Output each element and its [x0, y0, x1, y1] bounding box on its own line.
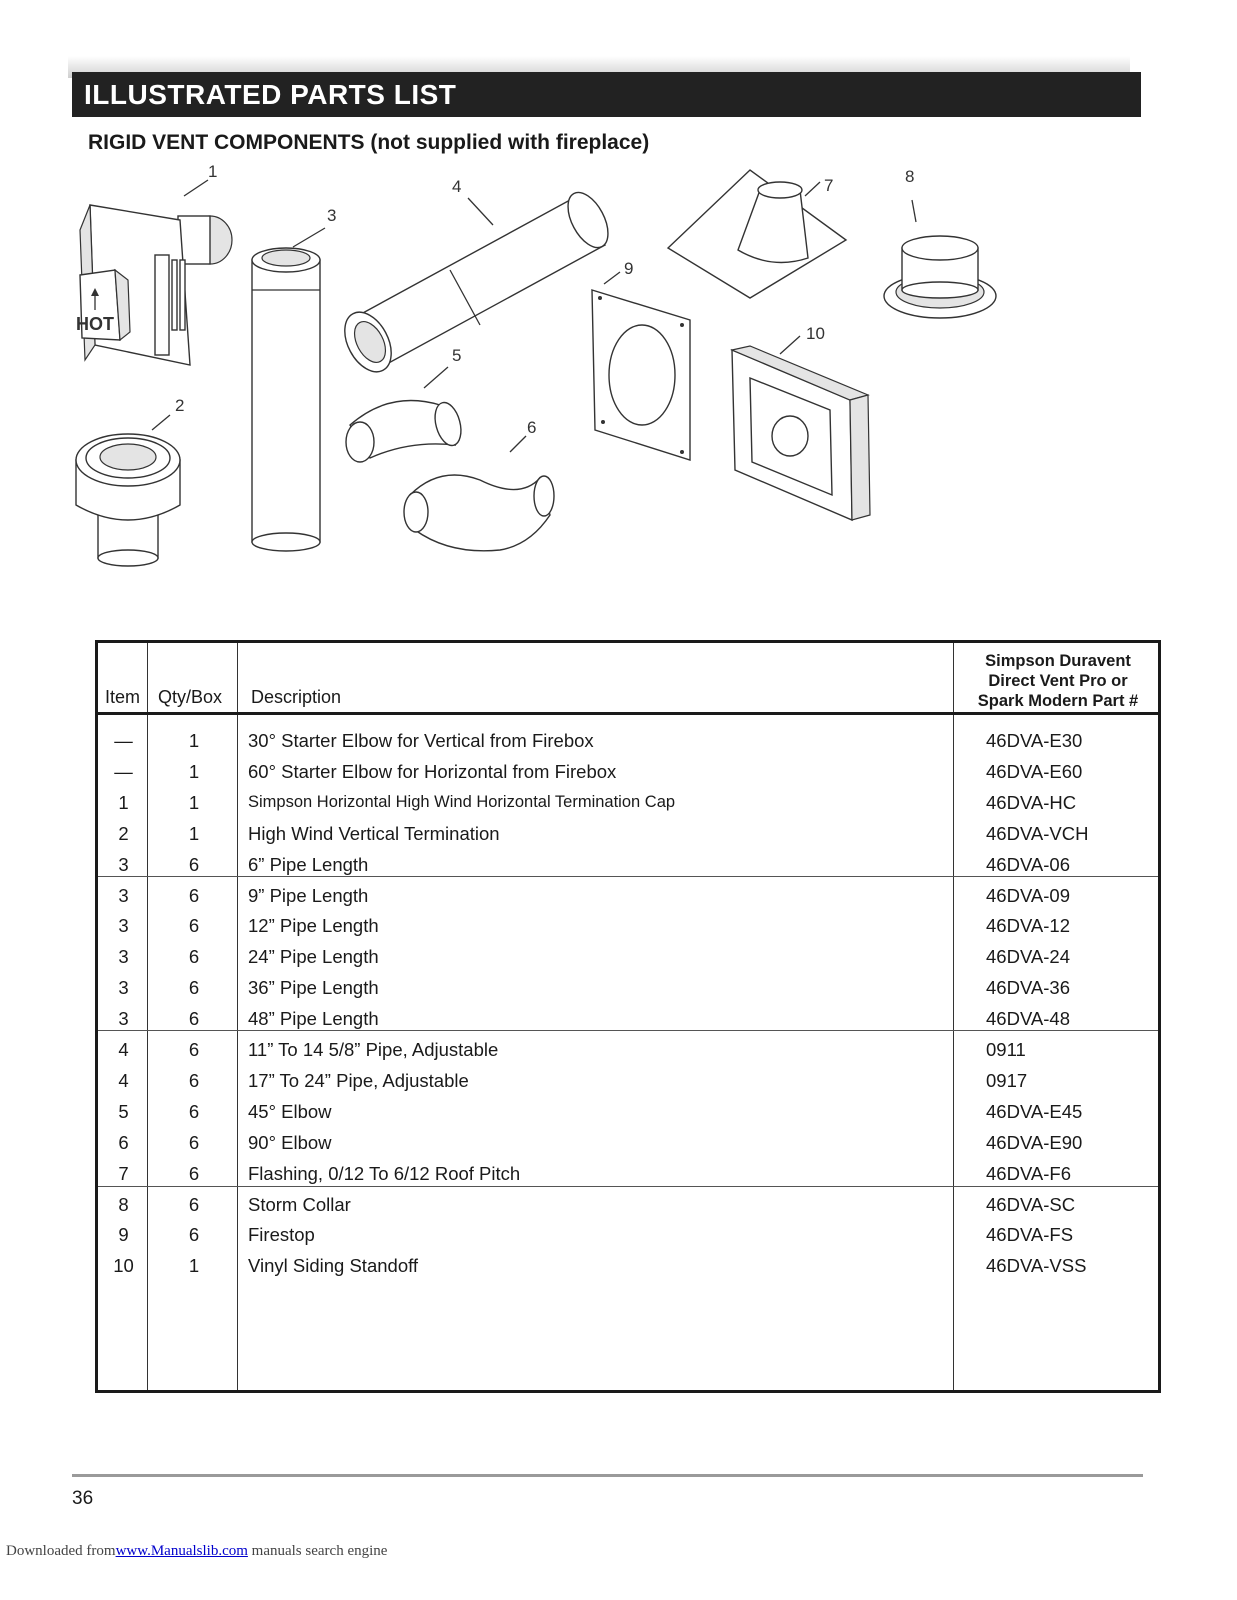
callout-2: 2 — [175, 396, 185, 415]
row-description: 45° Elbow — [248, 1100, 332, 1122]
row-qty: 6 — [188, 1008, 200, 1030]
table-row — [98, 1219, 1158, 1250]
row-item: 3 — [118, 853, 129, 875]
download-notice — [6, 1543, 387, 1560]
row-part-number: 46DVA-HC — [986, 791, 1077, 813]
table-row — [98, 1158, 1158, 1189]
row-part-number: 46DVA-36 — [986, 977, 1070, 999]
part-6-90-elbow-illustration — [404, 475, 554, 551]
row-qty: 6 — [188, 977, 200, 999]
row-qty: 6 — [188, 946, 200, 968]
header-part-line1: Simpson Duravent — [985, 652, 1131, 670]
table-row — [98, 1189, 1158, 1220]
row-item: 7 — [118, 1162, 129, 1184]
row-description: 17” To 24” Pipe, Adjustable — [248, 1069, 469, 1091]
download-prefix: Downloaded from — [6, 1543, 116, 1559]
table-row — [98, 1250, 1158, 1281]
table-row — [98, 1065, 1158, 1096]
callout-8: 8 — [905, 167, 915, 186]
footer-divider — [72, 1474, 1143, 1477]
row-qty: 6 — [188, 1039, 200, 1060]
table-row — [98, 818, 1158, 849]
row-part-number: 46DVA-FS — [986, 1224, 1074, 1246]
download-suffix: manuals search engine — [251, 1543, 388, 1559]
callout-7: 7 — [824, 176, 834, 195]
row-qty: 1 — [188, 822, 200, 844]
table-row — [98, 849, 1158, 880]
row-qty: 6 — [188, 1069, 200, 1091]
row-item: 8 — [118, 1193, 129, 1215]
row-description: 11” To 14 5/8” Pipe, Adjustable — [248, 1039, 499, 1060]
row-item: 3 — [118, 884, 129, 906]
table-row — [98, 1034, 1158, 1065]
row-part-number: 46DVA-F6 — [986, 1162, 1071, 1184]
callout-3: 3 — [327, 206, 337, 225]
callout-10: 10 — [806, 324, 825, 343]
row-description: 60° Starter Elbow for Horizontal from Firebox — [248, 760, 617, 782]
row-qty: 6 — [188, 1193, 200, 1215]
row-qty: 6 — [188, 884, 200, 906]
part-5-45-elbow-illustration — [346, 400, 465, 462]
row-description: 30° Starter Elbow for Vertical from Firebox — [248, 730, 594, 751]
row-description: 24” Pipe Length — [248, 946, 379, 968]
part-2-vertical-termination-illustration — [76, 434, 180, 566]
row-part-number: 46DVA-E45 — [986, 1100, 1083, 1122]
part-3-pipe-length-illustration — [252, 248, 320, 551]
row-part-number: 0911 — [986, 1039, 1026, 1060]
header-item: Item — [105, 687, 141, 707]
row-part-number: 46DVA-E60 — [986, 760, 1083, 782]
row-item: 5 — [118, 1100, 129, 1122]
row-part-number: 46DVA-48 — [986, 1008, 1070, 1030]
row-item: 6 — [118, 1131, 129, 1153]
header-part-number — [954, 651, 1162, 711]
row-item: 3 — [118, 915, 129, 937]
part-10-vinyl-siding-standoff-illustration — [732, 346, 870, 520]
table-row — [98, 1003, 1158, 1034]
row-part-number: 46DVA-E30 — [986, 730, 1083, 751]
part-9-firestop-illustration — [592, 290, 690, 460]
part-7-flashing-illustration — [668, 170, 846, 298]
row-item: 4 — [118, 1069, 129, 1091]
table-row — [98, 880, 1158, 911]
row-description: 36” Pipe Length — [248, 977, 379, 999]
table-row — [98, 941, 1158, 972]
row-part-number: 46DVA-09 — [986, 884, 1070, 906]
row-part-number: 46DVA-12 — [986, 915, 1070, 937]
row-description: 6” Pipe Length — [248, 853, 369, 875]
parts-diagram — [60, 160, 1020, 580]
row-item: 3 — [118, 977, 129, 999]
row-description: Firestop — [248, 1224, 315, 1246]
table-row — [98, 910, 1158, 941]
row-qty: 6 — [188, 1162, 200, 1184]
header-description: Description — [251, 687, 342, 707]
parts-table — [95, 640, 1161, 1393]
row-description: 12” Pipe Length — [248, 915, 379, 937]
callout-9: 9 — [624, 259, 634, 278]
callout-6: 6 — [527, 418, 537, 437]
row-item: 4 — [118, 1039, 129, 1060]
table-row — [98, 725, 1158, 756]
part-8-storm-collar-illustration — [884, 236, 996, 318]
table-row — [98, 972, 1158, 1003]
row-part-number: 46DVA-SC — [986, 1193, 1076, 1215]
table-row — [98, 787, 1158, 818]
callout-4: 4 — [452, 177, 462, 196]
row-item: 10 — [113, 1255, 134, 1277]
row-item: 3 — [118, 946, 129, 968]
part-4-adjustable-pipe-illustration — [335, 186, 616, 380]
row-qty: 6 — [188, 1100, 200, 1122]
row-part-number: 46DVA-24 — [986, 946, 1070, 968]
row-qty: 6 — [188, 853, 200, 875]
row-description: Vinyl Siding Standoff — [248, 1255, 419, 1277]
row-description: High Wind Vertical Termination — [248, 822, 500, 844]
page-number: 36 — [72, 1488, 94, 1509]
part-1-termination-cap-illustration — [76, 205, 232, 365]
row-item: — — [114, 760, 133, 782]
page-title: ILLUSTRATED PARTS LIST — [72, 72, 1141, 117]
row-qty: 1 — [188, 730, 200, 751]
row-item: 1 — [118, 791, 129, 813]
row-part-number: 46DVA-06 — [986, 853, 1070, 875]
row-part-number: 46DVA-VSS — [986, 1255, 1087, 1277]
row-description: Storm Collar — [248, 1193, 351, 1215]
callout-5: 5 — [452, 346, 462, 365]
row-item: 9 — [118, 1224, 129, 1246]
manualslib-link[interactable]: www.Manualslib.com — [115, 1543, 248, 1559]
row-qty: 6 — [188, 915, 200, 937]
header-part-line3: Spark Modern Part # — [977, 692, 1139, 710]
row-qty: 6 — [188, 1131, 200, 1153]
row-qty: 1 — [188, 791, 200, 813]
hot-label: HOT — [76, 314, 114, 334]
header-part-line2: Direct Vent Pro or — [988, 672, 1128, 690]
row-qty: 6 — [188, 1224, 200, 1246]
header-divider — [98, 712, 1158, 715]
row-item: — — [114, 730, 133, 751]
row-description: Flashing, 0/12 To 6/12 Roof Pitch — [248, 1162, 521, 1184]
row-description: 48” Pipe Length — [248, 1008, 379, 1030]
header-qty: Qty/Box — [158, 687, 223, 707]
row-description: Simpson Horizontal High Wind Horizontal Termination Cap — [248, 792, 676, 811]
section-subtitle: RIGID VENT COMPONENTS (not supplied with fireplace) — [88, 131, 650, 154]
table-row — [98, 756, 1158, 787]
row-item: 2 — [118, 822, 129, 844]
row-description: 9” Pipe Length — [248, 884, 369, 906]
row-part-number: 46DVA-VCH — [986, 822, 1089, 844]
row-description: 90° Elbow — [248, 1131, 332, 1153]
callout-1: 1 — [208, 162, 218, 181]
row-qty: 1 — [188, 760, 200, 782]
table-row — [98, 1127, 1158, 1158]
row-qty: 1 — [188, 1255, 200, 1277]
row-item: 3 — [118, 1008, 129, 1030]
table-row — [98, 1096, 1158, 1127]
row-part-number: 46DVA-E90 — [986, 1131, 1083, 1153]
row-part-number: 0917 — [986, 1069, 1028, 1091]
